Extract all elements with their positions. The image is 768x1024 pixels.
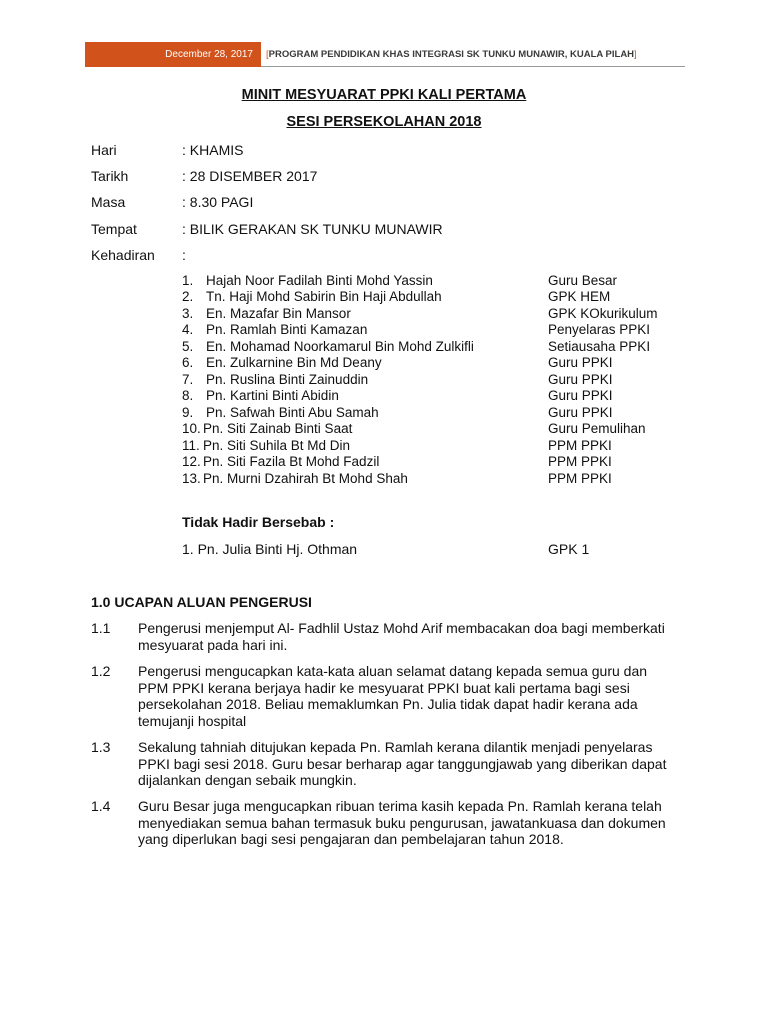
attendance-name: Pn. Siti Zainab Binti Saat [203,421,353,436]
attendance-role: Guru Pemulihan [548,421,646,436]
header-bracket-close: ] [634,49,637,60]
attendance-name: Tn. Haji Mohd Sabirin Bin Haji Abdullah [206,289,442,304]
attendance-role: Guru Besar [548,273,618,288]
field-label-tarikh: Tarikh [91,168,129,184]
absent-heading: Tidak Hadir Bersebab : [182,514,335,530]
attendance-name: Pn. Siti Fazila Bt Mohd Fadzil [203,454,380,469]
attendance-row [182,355,682,371]
attendance-role: Penyelaras PPKI [548,322,651,337]
attendance-row [182,438,682,454]
attendance-row [182,471,682,487]
field-label-masa: Masa [91,194,126,210]
attendance-role: Guru PPKI [548,388,613,403]
attendance-num: 3. [182,306,194,321]
attendance-name: Pn. Kartini Binti Abidin [206,388,339,403]
attendance-num: 12. [182,454,201,469]
absent-role: GPK 1 [548,541,590,557]
attendance-num: 13. [182,471,201,486]
field-value-tempat: : BILIK GERAKAN SK TUNKU MUNAWIR [182,221,443,237]
attendance-role: PPM PPKI [548,471,612,486]
attendance-num: 1. [182,273,194,288]
attendance-name: Pn. Siti Suhila Bt Md Din [203,438,351,453]
header-rule [261,66,685,67]
attendance-name: Pn. Ruslina Binti Zainuddin [206,372,369,387]
document-subtitle: SESI PERSEKOLAHAN 2018 [286,114,482,130]
minute-item-text: Pengerusi mengucapkan kata-kata aluan selamat datang kepada semua guru dan PPM PPKI kerana berjaya hadir ke mesyuarat PPKI buat kali pertama bagi sesi persekolahan 2018. Beliau memaklumkan Pn. Julia tidak dapat hadir kerana ada temujanji hospital [138,663,648,729]
attendance-row [182,322,682,338]
header-bracket-open: [ [266,49,269,60]
attendance-name: Pn. Safwah Binti Abu Samah [206,405,379,420]
attendance-name: Hajah Noor Fadilah Binti Mohd Yassin [206,273,433,288]
absent-name: 1. Pn. Julia Binti Hj. Othman [182,541,358,557]
attendance-num: 5. [182,339,194,354]
attendance-role: Guru PPKI [548,405,613,420]
attendance-role: Guru PPKI [548,372,613,387]
minute-item-text: Sekalung tahniah ditujukan kepada Pn. Ramlah kerana dilantik menjadi penyelaras PPKI bagi sesi 2018. Guru besar berharap agar tanggungjawab yang diberikan dapat dijalankan dengan sebaik mungkin. [138,739,667,788]
field-value-masa: : 8.30 PAGI [182,194,254,210]
attendance-row [182,388,682,404]
attendance-role: Guru PPKI [548,355,613,370]
attendance-row [182,339,682,355]
attendance-row [182,454,682,470]
attendance-row [182,405,682,421]
attendance-num: 9. [182,405,194,420]
attendance-num: 6. [182,355,194,370]
attendance-name: En. Zulkarnine Bin Md Deany [206,355,382,370]
field-value-hari: : KHAMIS [182,142,244,158]
attendance-num: 8. [182,388,194,403]
attendance-role: Setiausaha PPKI [548,339,651,354]
attendance-row [182,421,682,437]
field-value-kehadiran: : [182,247,186,263]
attendance-num: 10. [182,421,201,436]
minute-item-number: 1.3 [91,739,111,755]
attendance-num: 11. [182,438,200,453]
attendance-num: 2. [182,289,194,304]
attendance-role: GPK HEM [548,289,611,304]
attendance-role: PPM PPKI [548,438,612,453]
attendance-role: PPM PPKI [548,454,612,469]
minute-item-text: Guru Besar juga mengucapkan ribuan terima kasih kepada Pn. Ramlah kerana telah menyediakan semua bahan termasuk buku pengurusan, jawatankuasa dan dokumen yang diperlukan bagi sesi pengajaran dan pembelajaran tahun 2018. [138,798,666,847]
section-title: 1.0 UCAPAN ALUAN PENGERUSI [91,594,312,610]
attendance-num: 7. [182,372,194,387]
header-date: December 28, 2017 [85,42,261,67]
page-header [85,42,685,68]
attendance-name: En. Mazafar Bin Mansor [206,306,351,321]
minute-item-number: 1.2 [91,663,111,679]
minute-item-text: Pengerusi menjemput Al- Fadhlil Ustaz Mohd Arif membacakan doa bagi memberkati mesyuarat pada hari ini. [138,620,665,653]
attendance-row [182,289,682,305]
header-program-name: PROGRAM PENDIDIKAN KHAS INTEGRASI SK TUNKU MUNAWIR, KUALA PILAH [268,49,635,60]
attendance-name: Pn. Murni Dzahirah Bt Mohd Shah [203,471,408,486]
attendance-row [182,306,682,322]
attendance-row [182,273,682,289]
attendance-name: Pn. Ramlah Binti Kamazan [206,322,368,337]
field-value-tarikh: : 28 DISEMBER 2017 [182,168,318,184]
minute-item-number: 1.1 [91,620,111,636]
field-label-hari: Hari [91,142,117,158]
document-title: MINIT MESYUARAT PPKI KALI PERTAMA [241,87,527,103]
header-program-title [266,42,637,67]
attendance-num: 4. [182,322,194,337]
attendance-role: GPK KOkurikulum [548,306,658,321]
field-label-tempat: Tempat [91,221,137,237]
field-label-kehadiran: Kehadiran [91,247,155,263]
minute-item-number: 1.4 [91,798,111,814]
attendance-row [182,372,682,388]
attendance-name: En. Mohamad Noorkamarul Bin Mohd Zulkifli [206,339,474,354]
